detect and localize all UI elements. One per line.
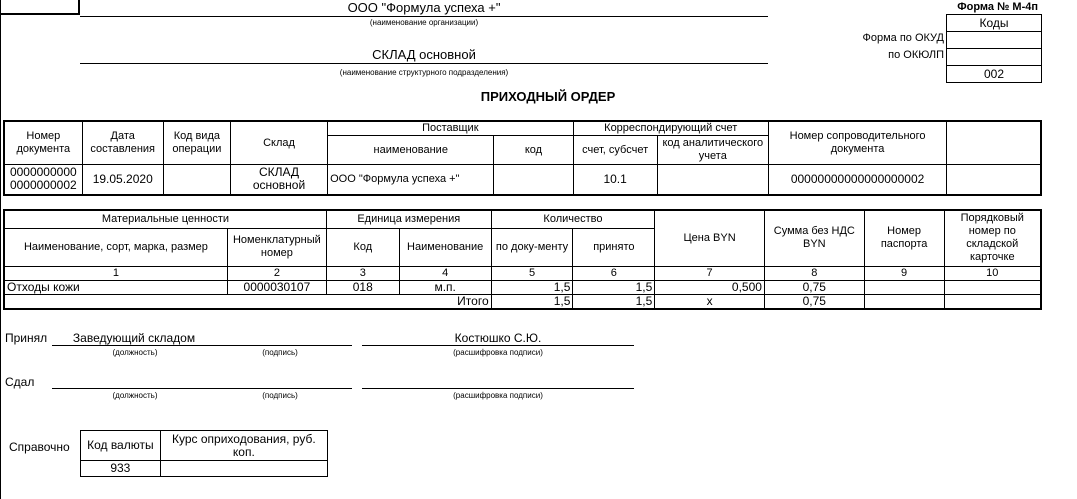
item-nomen: 0000030107 (227, 280, 326, 294)
item-qty-received: 1,5 (573, 280, 655, 294)
accepted-decoding-caption: (расшифровка подписи) (453, 348, 543, 357)
h-name: Наименование, сорт, марка, размер (4, 228, 227, 266)
document-header-table (3, 120, 1042, 196)
accepted-name: Костюшко С.Ю. (454, 331, 542, 345)
okud-value (947, 32, 1042, 49)
col-number: 6 (573, 266, 655, 280)
item-price: 0,500 (655, 280, 765, 294)
total-qty-doc: 1,5 (491, 294, 573, 309)
accepted-position: Заведующий складом (72, 331, 196, 345)
account: 10.1 (573, 165, 657, 195)
total-card (944, 294, 1041, 309)
total-label: Итого (457, 293, 489, 308)
organization-underline (80, 16, 768, 17)
handed-label: Сдал (5, 375, 35, 389)
item-unit-name: м.п. (399, 280, 491, 294)
accepted-position-caption: (должность) (112, 348, 158, 357)
accepted-position-line (52, 345, 352, 346)
col-number: 7 (655, 266, 765, 280)
item-card (944, 280, 1041, 294)
h-analytic-code: код аналитического учета (657, 136, 768, 165)
h-corr-account: Корреспондирующий счет (573, 121, 768, 136)
accepted-name-line (362, 345, 634, 346)
op-code (163, 165, 230, 195)
col-number: 9 (864, 266, 944, 280)
item-sum: 0,75 (764, 280, 864, 294)
reference-label: Справочно (9, 440, 70, 454)
h-price: Цена BYN (655, 210, 765, 266)
supplier-code (494, 165, 573, 195)
col-number: 2 (227, 266, 326, 280)
item-unit-code: 018 (326, 280, 399, 294)
h-qty: Количество (491, 210, 655, 228)
h-doc-number: Номер документа (4, 121, 82, 165)
h-accompanying: Номер сопроводительного документа (768, 121, 946, 165)
accepted-label: Принял (5, 331, 48, 345)
h-extra (947, 121, 1041, 165)
col-number: 1 (4, 266, 227, 280)
supplier-name: ООО "Формула успеха +" (328, 165, 494, 195)
organization-name: ООО "Формула успеха +" (347, 0, 501, 15)
analytic-code (657, 165, 768, 195)
subdivision-caption: (наименование структурного подразделения) (339, 68, 509, 77)
handed-position-line (52, 388, 352, 389)
codes-table (946, 14, 1042, 83)
doc-date: 19.05.2020 (82, 165, 163, 195)
okulp-value (947, 49, 1042, 66)
h-rate: Курс оприходования, руб. коп. (160, 431, 327, 461)
organization-caption: (наименование организации) (369, 18, 479, 27)
col-number: 4 (399, 266, 491, 280)
item-name: Отходы кожи (4, 280, 227, 294)
subdivision-name: СКЛАД основной (372, 47, 476, 62)
h-supplier: Поставщик (328, 121, 573, 136)
doc-number: 0000000000 0000000002 (4, 165, 82, 195)
h-warehouse: Склад (230, 121, 327, 165)
item-qty-doc: 1,5 (491, 280, 573, 294)
h-supplier-name: наименование (328, 136, 494, 165)
code-value: 002 (947, 66, 1042, 83)
total-sum: 0,75 (764, 294, 864, 309)
extra-cell (947, 165, 1041, 195)
col-number: 3 (326, 266, 399, 280)
col-number: 10 (944, 266, 1041, 280)
total-passport (864, 294, 944, 309)
h-qty-doc: по доку-менту (491, 228, 573, 266)
total-row (4, 294, 1041, 309)
h-unit-code: Код (326, 228, 399, 266)
codes-header: Коды (947, 15, 1042, 32)
h-unit-name: Наименование (399, 228, 491, 266)
rate (160, 461, 327, 477)
table-row (4, 280, 1041, 294)
total-qty-received: 1,5 (573, 294, 655, 309)
top-left-box (0, 0, 80, 15)
item-passport (864, 280, 944, 294)
handed-decoding-caption: (расшифровка подписи) (453, 391, 543, 400)
h-op-code: Код вида операции (163, 121, 230, 165)
left-border (0, 0, 1, 499)
reference-table (80, 430, 328, 477)
okud-label: Форма по ОКУД (862, 32, 944, 44)
h-sum: Сумма без НДС BYN (764, 210, 864, 266)
handed-signature-caption: (подпись) (262, 391, 298, 400)
h-date: Дата составления (82, 121, 163, 165)
handed-name-line (362, 388, 634, 389)
form-label: Форма № М-4п (957, 1, 1038, 13)
warehouse: СКЛАД основной (230, 165, 327, 195)
h-nomen: Номенклатурный номер (227, 228, 326, 266)
h-unit: Единица измерения (326, 210, 491, 228)
subdivision-underline (80, 63, 768, 64)
currency-code: 933 (81, 461, 161, 477)
h-passport: Номер паспорта (864, 210, 944, 266)
h-currency-code: Код валюты (81, 431, 161, 461)
h-account: счет, субсчет (573, 136, 657, 165)
materials-table (3, 209, 1042, 310)
h-qty-received: принято (573, 228, 655, 266)
handed-position-caption: (должность) (112, 391, 158, 400)
total-price: х (655, 294, 765, 309)
h-supplier-code: код (494, 136, 573, 165)
accepted-signature-caption: (подпись) (262, 348, 298, 357)
col-number: 8 (764, 266, 864, 280)
col-number: 5 (491, 266, 573, 280)
h-material: Материальные ценности (4, 210, 326, 228)
okulp-label: по ОКЮЛП (888, 49, 944, 61)
accompanying-doc: 00000000000000000002 (768, 165, 946, 195)
document-title: ПРИХОДНЫЙ ОРДЕР (480, 89, 616, 104)
h-card: Порядковый номер по складской карточке (944, 210, 1041, 266)
